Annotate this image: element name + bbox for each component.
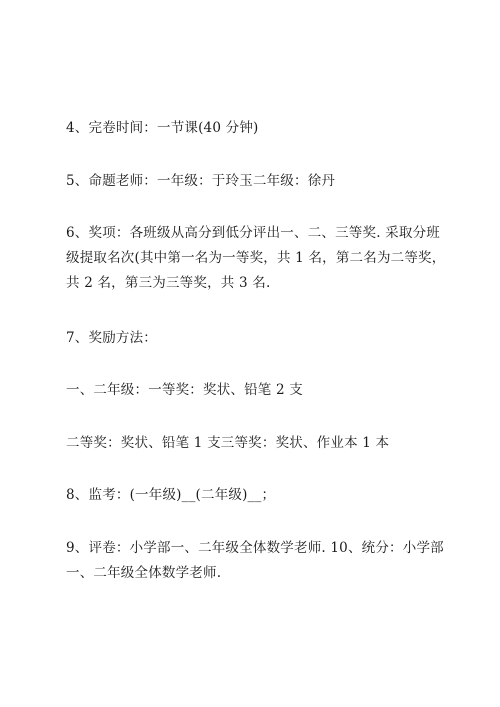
item-text: 一、二年级：一等奖：奖状、铅笔 2 支 xyxy=(66,382,303,398)
item-text: 4、完卷时间：一节课(40 分钟) xyxy=(66,120,259,136)
item-grade-rewards xyxy=(66,378,438,403)
item-invigilation xyxy=(66,483,438,508)
item-text: 8、监考：(一年级)__(二年级)__； xyxy=(66,487,276,503)
item-completion-time xyxy=(66,116,438,141)
item-text: 7、奖励方法： xyxy=(66,330,157,346)
item-grading xyxy=(66,536,444,586)
item-line: 一、二年级全体数学老师. xyxy=(66,565,222,581)
item-awards xyxy=(66,221,446,296)
item-line: 共 2 名，第三为三等奖，共 3 名. xyxy=(66,275,271,291)
item-line: 级提取名次(其中第一名为一等奖，共 1 名，第二名为二等奖， xyxy=(66,250,446,266)
item-exam-teachers xyxy=(66,169,438,194)
item-reward-method xyxy=(66,326,438,351)
item-second-third-prizes xyxy=(66,431,438,456)
item-line: 6、奖项：各班级从高分到低分评出一、二、三等奖. 采取分班 xyxy=(66,225,440,241)
item-text: 二等奖：奖状、铅笔 1 支三等奖：奖状、作业本 1 本 xyxy=(66,435,390,451)
item-text: 5、命题老师：一年级：于玲玉二年级：徐丹 xyxy=(66,173,336,189)
item-line: 9、评卷：小学部一、二年级全体数学老师. 10、统分：小学部 xyxy=(66,540,444,556)
